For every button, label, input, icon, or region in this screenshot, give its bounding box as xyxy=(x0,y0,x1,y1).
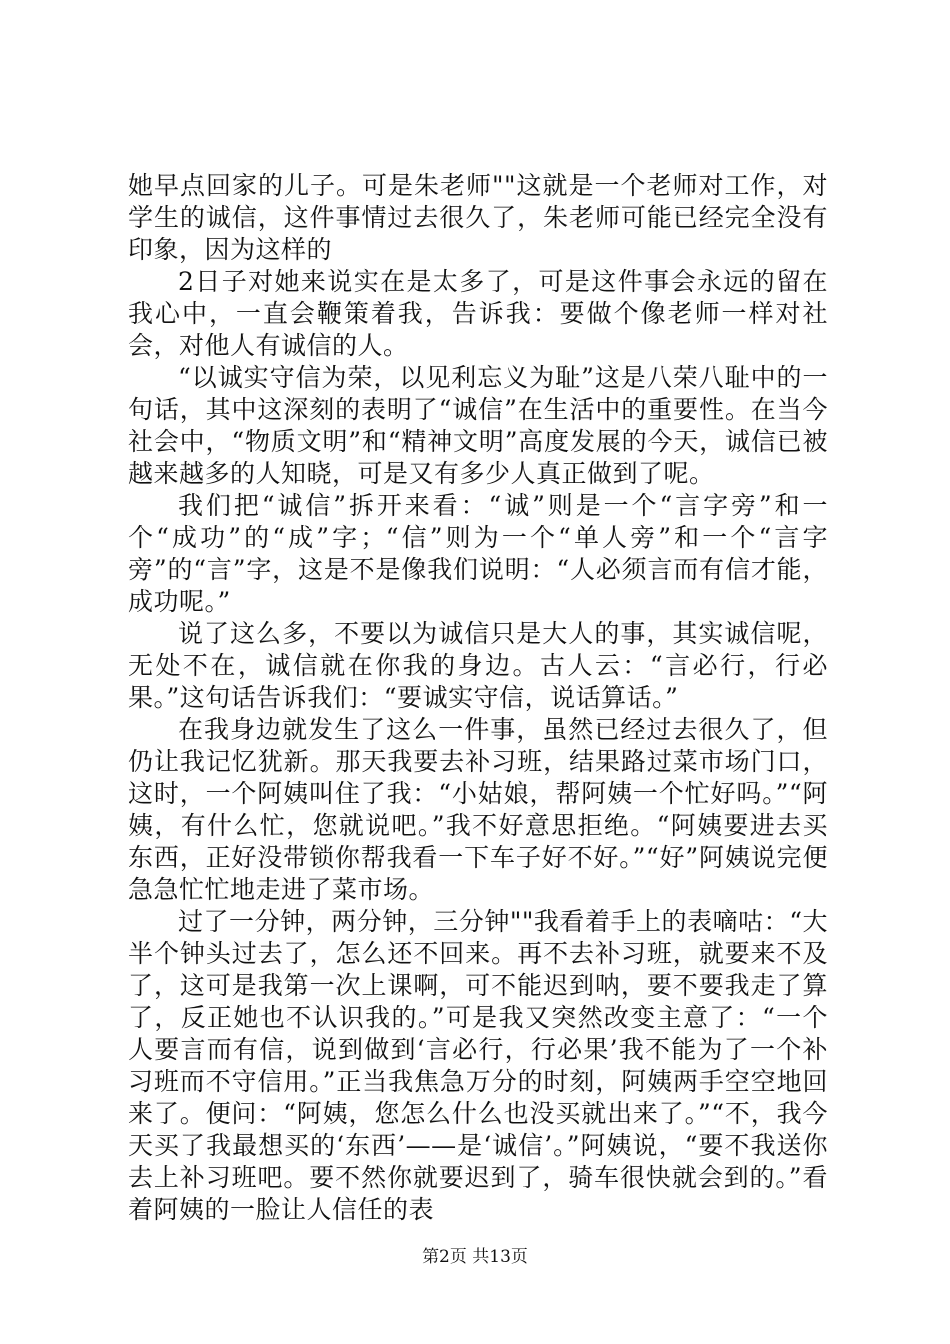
paragraph-2: 2日子对她来说实在是太多了，可是这件事会永远的留在我心中，一直会鞭策着我，告诉我：要做个像老师一样对社会，对他人有诚信的人。 xyxy=(128,267,828,360)
paragraph-5: 说了这么多，不要以为诚信只是大人的事，其实诚信呢，无处不在，诚信就在你我的身边。古人云：“言必行，行必果。”这句话告诉我们：“要诚实守信，说话算话。” xyxy=(128,619,828,712)
paragraph-3: “以诚实守信为荣，以见利忘义为耻”这是八荣八耻中的一句话，其中这深刻的表明了“诚信”在生活中的重要性。在当今社会中，“物质文明”和“精神文明”高度发展的今天，诚信已被越来越多的人知晓，可是又有多少人真正做到了呢。 xyxy=(128,363,828,488)
paragraph-4: 我们把“诚信”拆开来看：“诚”则是一个“言字旁”和一个“成功”的“成”字；“信”则为一个“单人旁”和一个“言字旁”的“言”字，这是不是像我们说明：“人必须言而有信才能，成功呢。” xyxy=(128,491,828,616)
paragraph-7: 过了一分钟，两分钟，三分钟""我看着手上的表嘀咕：“大半个钟头过去了，怎么还不回来。再不去补习班，就要来不及了，这可是我第一次上课啊，可不能迟到呐，要不要我走了算了，反正她也不认识我的。”可是我又突然改变主意了：“一个人要言而有信，说到做到‘言必行，行必果’我不能为了一个补习班而不守信用。”正当我焦急万分的时刻，阿姨两手空空地回来了。便问：“阿姨，您怎么什么也没买就出来了。”“不，我今天买了我最想买的‘东西’——是‘诚信’。”阿姨说，“要不我送你去上补习班吧。要不然你就要迟到了，骑车很快就会到的。”看着阿姨的一脸让人信任的表 xyxy=(128,907,828,1224)
paragraph-6: 在我身边就发生了这么一件事，虽然已经过去很久了，但仍让我记忆犹新。那天我要去补习班，结果路过菜市场门口，这时，一个阿姨叫住了我：“小姑娘，帮阿姨一个忙好吗。”“阿姨，有什么忙，您就说吧。”我不好意思拒绝。“阿姨要进去买东西，正好没带锁你帮我看一下车子好不好。”“好”阿姨说完便急急忙忙地走进了菜市场。 xyxy=(128,715,828,904)
page-number: 第2页 共13页 xyxy=(422,1247,528,1267)
page-footer xyxy=(0,1242,950,1267)
body-text xyxy=(128,170,828,1226)
paragraph-1: 她早点回家的儿子。可是朱老师""这就是一个老师对工作，对学生的诚信，这件事情过去很久了，朱老师可能已经完全没有印象，因为这样的 xyxy=(128,171,828,264)
